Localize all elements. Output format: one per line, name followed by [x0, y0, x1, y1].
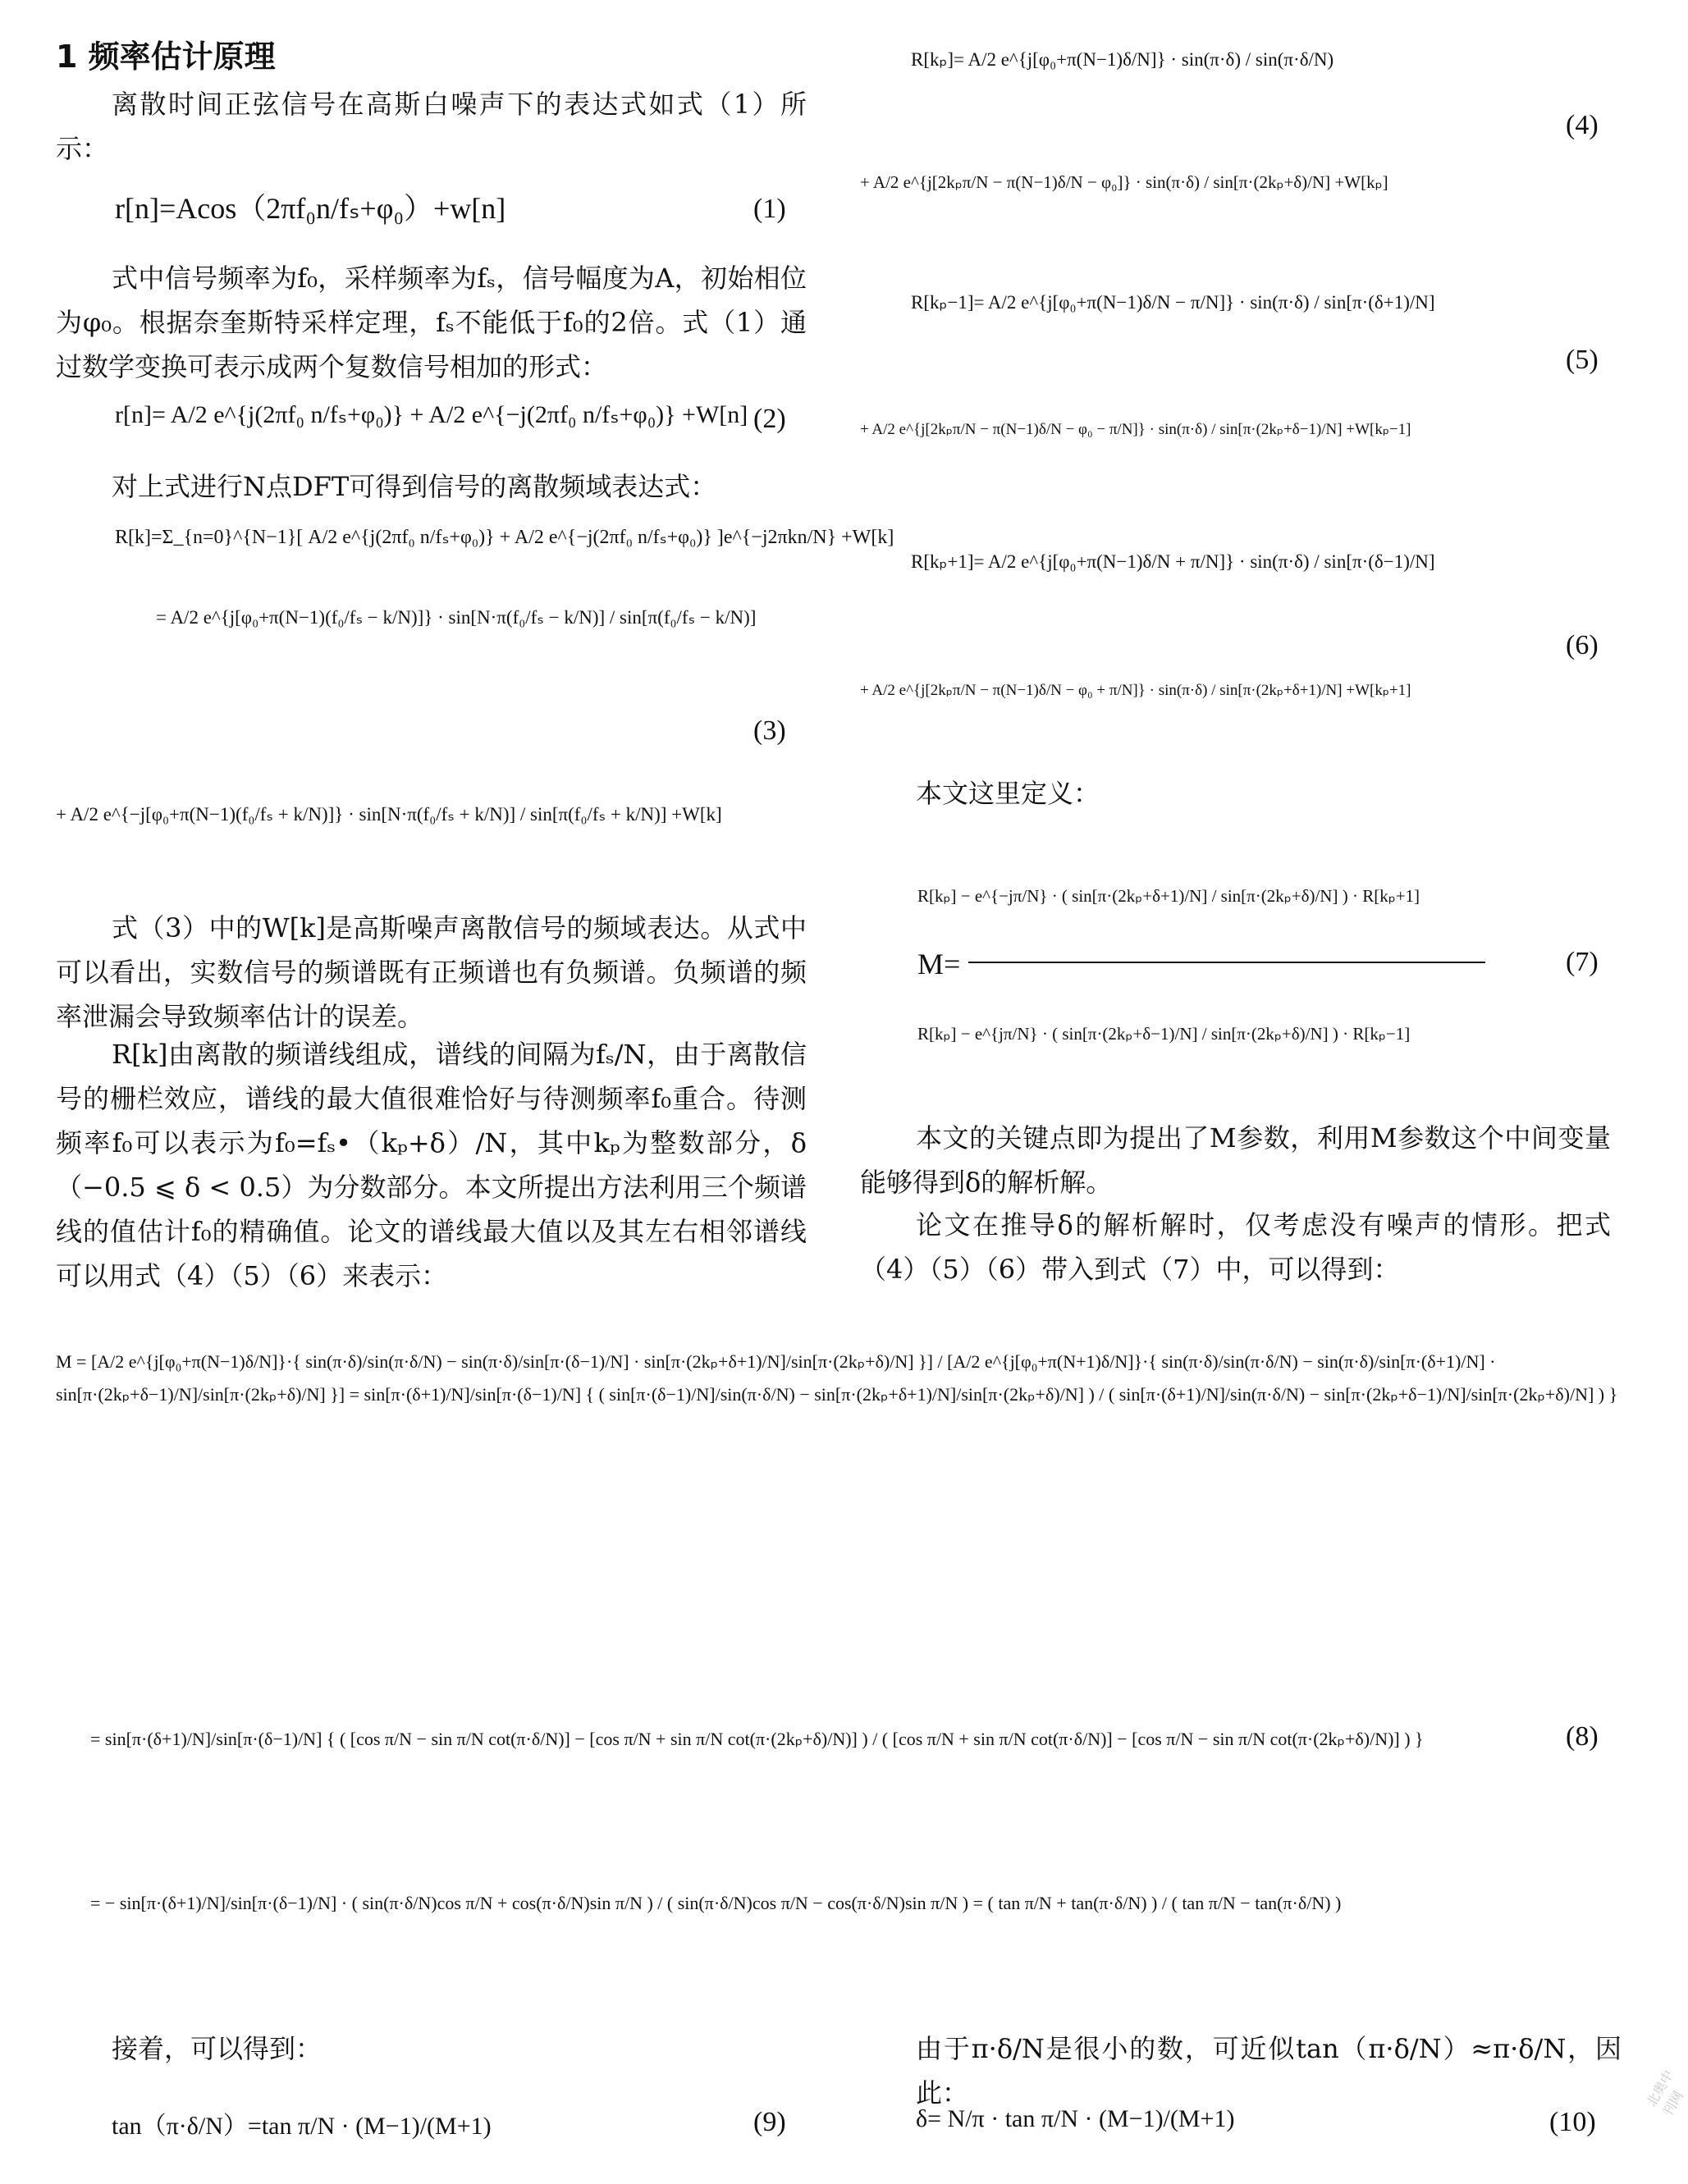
- equation-7-number: (7): [1566, 947, 1599, 977]
- equation-10-number: (10): [1549, 2107, 1596, 2137]
- paragraph-spectrum: R[k]由离散的频谱线组成，谱线的间隔为fₛ/N，由于离散信号的栅栏效应，谱线的最大值很难恰好与待测频率f₀重合。待测频率f₀可以表示为f₀=fₛ•（kₚ+δ）/N，其中kₚ为整数部分，δ（−0.5 ⩽ δ < 0.5）为分数部分。本文所提出方法利用三个频谱线的值估计f₀的精确值。论文的谱线最大值以及其左右相邻谱线可以用式（4）（5）（6）来表示：: [56, 1039, 807, 1291]
- equation-4-number: (4): [1566, 110, 1599, 140]
- equation-10: δ= N/π · tan π/N · (M−1)/(M+1): [916, 2105, 1235, 2132]
- equation-5-number: (5): [1566, 345, 1599, 375]
- equation-1-number: (1): [753, 194, 786, 224]
- equation-7-lhs: M=: [917, 948, 961, 980]
- equation-3-number: (3): [753, 715, 786, 746]
- equation-3-line-1: R[k]=Σ_{n=0}^{N−1}[ A/2 e^{j(2πf₀ n/fₛ+φ₀)} + A/2 e^{−j(2πf₀ n/fₛ+φ₀)} ]e^{−j2πkn/N} +W[k]: [115, 527, 894, 548]
- equation-3-line-2: = A/2 e^{j[φ₀+π(N−1)(f₀/fₛ − k/N)]} · sin[N·π(f₀/fₛ − k/N)] / sin[π(f₀/fₛ − k/N)]: [156, 607, 757, 628]
- equation-6-line-2: + A/2 e^{j[2kₚπ/N − π(N−1)δ/N − φ₀ + π/N]} · sin(π·δ) / sin[π·(2kₚ+δ+1)/N] +W[kₚ+1]: [860, 682, 1411, 699]
- equation-4-line-1: R[kₚ]= A/2 e^{j[φ₀+π(N−1)δ/N]} · sin(π·δ) / sin(π·δ/N): [911, 49, 1334, 70]
- paragraph-intro: 离散时间正弦信号在高斯白噪声下的表达式如式（1）所示：: [56, 89, 807, 164]
- watermark: 北奥中刊网: [1643, 2067, 1686, 2119]
- paragraph-then: 接着，可以得到：: [112, 2033, 323, 2064]
- equation-9: tan（π·δ/N）=tan π/N · (M−1)/(M+1): [112, 2113, 492, 2140]
- paragraph-define: 本文这里定义：: [916, 778, 1100, 809]
- paragraph-key-point: 本文的关键点即为提出了M参数，利用M参数这个中间变量能够得到δ的解析解。: [860, 1122, 1611, 1198]
- section-heading: 1 频率估计原理: [56, 39, 276, 75]
- paragraph-dft: 对上式进行N点DFT可得到信号的离散频域表达式：: [112, 471, 717, 502]
- equation-9-number: (9): [753, 2107, 786, 2137]
- paragraph-noise: 式（3）中的W[k]是高斯噪声离散信号的频域表达。从式中可以看出，实数信号的频谱既有正频谱也有负频谱。负频谱的频率泄漏会导致频率估计的误差。: [56, 912, 807, 1032]
- paragraph-approximation: 由于π·δ/N是很小的数，可近似tan（π·δ/N）≈π·δ/N，因此：: [916, 2033, 1622, 2109]
- equation-2-number: (2): [753, 404, 786, 434]
- equation-7-numerator: R[kₚ] − e^{−jπ/N} · ( sin[π·(2kₚ+δ+1)/N] / sin[π·(2kₚ+δ)/N] ) · R[kₚ+1]: [917, 886, 1420, 906]
- paragraph-variables: 式中信号频率为f₀，采样频率为fₛ，信号幅度为A，初始相位为φ₀。根据奈奎斯特采样定理，fₛ不能低于f₀的2倍。式（1）通过数学变换可表示成两个复数信号相加的形式：: [56, 263, 807, 382]
- equation-7-fraction-bar: [968, 962, 1485, 963]
- equation-6-number: (6): [1566, 630, 1599, 660]
- equation-6-line-1: R[kₚ+1]= A/2 e^{j[φ₀+π(N−1)δ/N + π/N]} · sin(π·δ) / sin[π·(δ−1)/N]: [911, 551, 1435, 572]
- equation-2: r[n]= A/2 e^{j(2πf₀ n/fₛ+φ₀)} + A/2 e^{−j(2πf₀ n/fₛ+φ₀)} +W[n]: [115, 401, 748, 428]
- equation-8-line-3: = − sin[π·(δ+1)/N]/sin[π·(δ−1)/N] · ( sin(π·δ/N)cos π/N + cos(π·δ/N)sin π/N ) / ( sin(π·δ/N)cos π/N − cos(π·δ/N)sin π/N ) = ( tan π/N + tan(π·δ/N) ) / ( tan π/N − tan(π·δ/N) ): [90, 1893, 1342, 1913]
- equation-4-line-2: + A/2 e^{j[2kₚπ/N − π(N−1)δ/N − φ₀]} · sin(π·δ) / sin[π·(2kₚ+δ)/N] +W[kₚ]: [860, 172, 1388, 192]
- paragraph-substitute: 论文在推导δ的解析解时，仅考虑没有噪声的情形。把式（4）（5）（6）带入到式（7）中，可以得到：: [860, 1209, 1611, 1285]
- equation-3-line-3: + A/2 e^{−j[φ₀+π(N−1)(f₀/fₛ + k/N)]} · sin[N·π(f₀/fₛ + k/N)] / sin[π(f₀/fₛ + k/N)] +W[k]: [56, 804, 722, 825]
- equation-5-line-2: + A/2 e^{j[2kₚπ/N − π(N−1)δ/N − φ₀ − π/N]} · sin(π·δ) / sin[π·(2kₚ+δ−1)/N] +W[kₚ−1]: [860, 421, 1411, 438]
- equation-8-line-1: M = [A/2 e^{j[φ₀+π(N−1)δ/N]}·{ sin(π·δ)/sin(π·δ/N) − sin(π·δ)/sin[π·(δ−1)/N] · sin[π·(2kₚ+δ+1)/N]/sin[π·(2kₚ+δ)/N] }] / [A/2 e^{j[φ₀+π(N+1)δ/N]}·{ sin(π·δ)/sin(π·δ/N) − sin(π·δ)/sin[π·(δ+1)/N] · sin[π·(2kₚ+δ−1)/N]/sin[π·(2kₚ+δ)/N] }] = sin[π·(δ+1)/N]/sin[π·(δ−1)/N] { ( sin[π·(δ−1)/N]/sin(π·δ/N) − sin[π·(2kₚ+δ+1)/N]/sin[π·(2kₚ+δ)/N] ) / ( sin[π·(δ+1)/N]/sin(π·δ/N) − sin[π·(2kₚ+δ−1)/N]/sin[π·(2kₚ+δ)/N] ) }: [56, 1351, 1618, 1405]
- equation-1: r[n]=Acos（2πf₀n/fₛ+φ₀）+w[n]: [115, 192, 506, 225]
- equation-8-line-2: = sin[π·(δ+1)/N]/sin[π·(δ−1)/N] { ( [cos π/N − sin π/N cot(π·δ/N)] − [cos π/N + sin π/N cot(π·(2kₚ+δ)/N)] ) / ( [cos π/N + sin π/N cot(π·δ/N)] − [cos π/N − sin π/N cot(π·(2kₚ+δ)/N)] ) }: [90, 1729, 1424, 1749]
- equation-8-number: (8): [1566, 1721, 1599, 1752]
- equation-5-line-1: R[kₚ−1]= A/2 e^{j[φ₀+π(N−1)δ/N − π/N]} · sin(π·δ) / sin[π·(δ+1)/N]: [911, 292, 1435, 313]
- equation-7-denominator: R[kₚ] − e^{jπ/N} · ( sin[π·(2kₚ+δ−1)/N] / sin[π·(2kₚ+δ)/N] ) · R[kₚ−1]: [917, 1024, 1411, 1044]
